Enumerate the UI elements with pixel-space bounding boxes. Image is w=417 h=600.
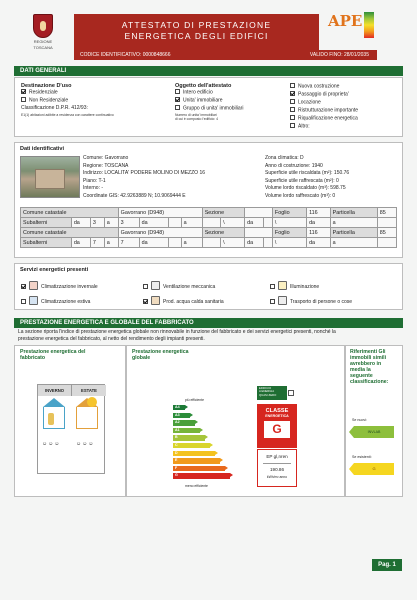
ventilazione-label: Ventilazione meccanica xyxy=(163,284,216,290)
riqualificazione-label: Riqualificazione energetica xyxy=(298,115,358,122)
empty-cell xyxy=(168,238,181,248)
da-label: da xyxy=(307,218,331,228)
house-winter-icon xyxy=(43,407,65,429)
riferimenti-line-1: Riferimenti Gli xyxy=(350,349,386,355)
destinazione-title: Destinazione D'uso xyxy=(21,83,72,89)
sub-to: 3 xyxy=(118,218,139,228)
destinazione-col xyxy=(21,83,114,117)
service-acqua-calda xyxy=(143,296,224,305)
indirizzo-text: Indirizzo: LOCALITA' PODERE MOLINO DI MEZZO 16 xyxy=(83,170,205,176)
inverno-header: INVERNO xyxy=(38,385,72,396)
piu-efficiente-label: più efficiente xyxy=(185,398,204,402)
oggetto-title: Oggetto dell'attestato xyxy=(175,83,232,89)
illuminazione-label: Illuminazione xyxy=(290,284,320,290)
globale-title xyxy=(132,349,189,361)
table-row xyxy=(21,208,397,218)
locazione-checkbox[interactable] xyxy=(290,99,295,104)
comune-catastale-value: Gavorrano (D948) xyxy=(118,228,202,238)
page-number: Pag. 1 xyxy=(372,559,402,571)
energy-class-a1: A1 xyxy=(173,428,200,433)
locazione-label: Locazione xyxy=(298,99,321,106)
sezione-value xyxy=(245,208,273,218)
ape-energy-bar-icon xyxy=(364,12,374,38)
servizi-box xyxy=(14,263,403,310)
house-summer-icon xyxy=(76,407,98,429)
non-residenziale-checkbox[interactable] xyxy=(21,97,26,102)
globale-box xyxy=(126,345,345,497)
clima-estiva-label: Climatizzazione estiva xyxy=(41,299,91,305)
se-esistenti-arrow-tip xyxy=(349,463,354,475)
unita-immobiliare-checkbox[interactable] xyxy=(175,97,180,102)
riferimenti-line-2: immobili simili xyxy=(350,355,387,361)
riqualificazione-checkbox[interactable] xyxy=(290,115,295,120)
code-bar xyxy=(74,50,377,60)
energy-class-e: E xyxy=(173,458,220,463)
classificazione-note: E1(1) abitazioni adibite a residenza con carattere continuativo xyxy=(21,112,114,117)
subalterni-label: Subalterni xyxy=(21,218,72,228)
intero-edificio-label: Intero edificio xyxy=(183,89,213,96)
header xyxy=(14,8,403,58)
energetica-label: ENERGETICA xyxy=(265,414,289,418)
empty-cell xyxy=(264,238,273,248)
empty-cell xyxy=(202,218,220,228)
riferimenti-box xyxy=(345,345,403,497)
code-label: CODICE IDENTIFICATIVO: 0000848666 xyxy=(80,52,171,58)
a-label: a xyxy=(330,218,377,228)
da-label: da xyxy=(245,238,264,248)
fan-icon xyxy=(151,281,160,290)
se-esistenti-label: Se esistenti: xyxy=(352,455,372,459)
se-nuovi-arrow xyxy=(354,426,394,438)
title-line-2: ENERGETICA DEGLI EDIFICI xyxy=(124,31,269,41)
vol-raffr-text: Volume lordo raffrescato (m³): 0 xyxy=(265,192,336,199)
service-ventilazione xyxy=(143,281,215,290)
classe-value: G xyxy=(264,421,290,438)
building-shape-icon xyxy=(35,169,65,189)
region-logo xyxy=(24,14,62,52)
se-esistenti-value: G xyxy=(372,466,376,471)
piano-text: Piano: T-1 xyxy=(83,177,106,184)
comune-catastale-value: Gavorrano (D948) xyxy=(118,208,202,218)
empty-cell xyxy=(264,218,273,228)
energy-class-a4: A4 xyxy=(173,405,185,410)
slash-cell: \ xyxy=(272,218,306,228)
service-illuminazione xyxy=(270,281,319,290)
ape-logo xyxy=(328,12,386,50)
sezione-label: Sezione xyxy=(202,208,244,218)
passaggio-proprieta-label: Passaggio di proprieta' xyxy=(298,91,349,98)
motivazione-col xyxy=(290,83,358,131)
roof-winter-icon xyxy=(43,398,65,407)
table-row xyxy=(21,238,397,248)
sub-from: 7 xyxy=(90,238,104,248)
slash-cell: \ xyxy=(272,238,306,248)
da-label: da xyxy=(71,218,90,228)
residenziale-checkbox[interactable] xyxy=(21,89,26,94)
globale-title-1: Prestazione energetica xyxy=(132,349,189,355)
region-name: REGIONE xyxy=(33,39,53,44)
ristrutturazione-checkbox[interactable] xyxy=(290,107,295,112)
unita-immobiliare-label: Unita' immobiliare xyxy=(183,97,223,104)
nzeb-line-3: QUASI ZERO xyxy=(259,392,277,397)
empty-cell xyxy=(377,218,396,228)
prestazione-intro xyxy=(18,329,400,343)
a-label: a xyxy=(104,218,118,228)
ventilazione-checkbox[interactable] xyxy=(143,284,148,289)
energy-class-d: D xyxy=(173,451,215,456)
da-label: da xyxy=(71,238,90,248)
intro-line-2: prestazione energetica del fabbricato, al netto del rendimento degli impianti presenti. xyxy=(18,336,205,342)
a-label: a xyxy=(181,238,202,248)
illuminazione-checkbox[interactable] xyxy=(270,284,275,289)
gruppo-unita-label: Gruppo di unita' immobiliari xyxy=(183,105,244,112)
dati-generali-box xyxy=(14,77,403,137)
ape-logo-text: APE xyxy=(328,12,363,30)
da-label: da xyxy=(139,238,168,248)
title-bar xyxy=(74,14,319,50)
sezione-label: Sezione xyxy=(202,228,244,238)
globale-title-2: globale xyxy=(132,355,151,361)
fabbricato-title-2: fabbricato xyxy=(20,355,46,361)
se-nuovi-arrow-tip xyxy=(349,426,354,438)
empty-cell xyxy=(202,238,220,248)
coordinate-text: Coordinate GIS: 42.9263889 N; 10.9069444 E xyxy=(83,192,186,199)
foglio-value: 116 xyxy=(307,228,331,238)
servizi-title: Servizi energetici presenti xyxy=(20,267,89,273)
ep-box xyxy=(257,449,297,487)
passaggio-proprieta-checkbox[interactable] xyxy=(290,91,295,96)
se-nuovi-value: INVLAB xyxy=(367,430,381,434)
ep-unit: kWh/m² anno xyxy=(266,475,288,479)
estate-header: ESTATE xyxy=(72,385,106,396)
fabbricato-box xyxy=(14,345,126,497)
clima-invernale-label: Climatizzazione invernale xyxy=(41,284,98,290)
building-photo xyxy=(20,156,80,198)
foglio-label: Foglio xyxy=(272,228,306,238)
valid-label: VALIDO FINO: 28/01/2035 xyxy=(309,52,369,58)
water-tap-icon xyxy=(151,296,160,305)
sup-risc-text: Superficie utile riscaldata (m²): 150.76 xyxy=(265,170,350,176)
subalterni-label: Subalterni xyxy=(21,238,72,248)
altro-label: Altro: xyxy=(298,123,310,130)
nuova-costruzione-label: Nuova costruzione xyxy=(298,83,340,90)
inverno-rating-icons: ☺☺☺ xyxy=(42,441,61,447)
classe-box xyxy=(257,404,297,448)
empty-cell xyxy=(168,218,181,228)
region-crest-icon xyxy=(33,14,53,38)
thermometer-winter-icon xyxy=(48,413,54,425)
dati-generali-head: DATI GENERALI xyxy=(14,66,403,76)
riferimenti-line-4: media la xyxy=(350,367,371,373)
energy-class-a2: A2 xyxy=(173,420,195,425)
service-clima-estiva xyxy=(21,296,90,305)
non-residenziale-label: Non Residenziale xyxy=(29,97,69,104)
da-label: da xyxy=(139,218,168,228)
trasporto-checkbox[interactable] xyxy=(270,299,275,304)
service-clima-invernale xyxy=(21,281,98,290)
riferimenti-title xyxy=(350,349,388,385)
title-line-1: ATTESTATO DI PRESTAZIONE xyxy=(121,20,272,30)
riferimenti-line-3: avrebbero in xyxy=(350,361,382,367)
sup-raffr-text: Superficie utile raffrescata (m²): 0 xyxy=(265,177,339,184)
se-esistenti-arrow xyxy=(354,463,394,475)
table-row xyxy=(21,228,397,238)
energy-class-g: G xyxy=(173,473,230,478)
vol-risc-text: Volume lordo riscaldato (m³): 598.75 xyxy=(265,185,346,191)
ep-value: 190.86 xyxy=(263,463,291,472)
gruppo-unita-checkbox[interactable] xyxy=(175,105,180,110)
anno-text: Anno di costruzione: 1940 xyxy=(265,162,323,169)
service-trasporto xyxy=(270,296,352,305)
table-row xyxy=(21,218,397,228)
energy-class-c: C xyxy=(173,443,210,448)
comune-text: Comune: Gavorrano xyxy=(83,155,129,161)
fabbricato-title xyxy=(20,349,85,361)
acqua-calda-checkbox[interactable] xyxy=(143,299,148,304)
energy-class-a3: A3 xyxy=(173,413,190,418)
slash-cell: \ xyxy=(221,218,245,228)
energy-class-b: B xyxy=(173,435,205,440)
lightbulb-icon xyxy=(278,281,287,290)
seasons-panel xyxy=(37,384,105,474)
particella-value: 85 xyxy=(377,208,396,218)
ep-label: EP gl,nren xyxy=(266,454,288,459)
particella-label: Particella xyxy=(330,228,377,238)
intro-line-1: La sezione riporta l'indice di prestazione energetica globale non rinnovabile in funzione del fabbricato e dei servizi energetici presenti, nonché la xyxy=(18,329,336,335)
se-nuovi-label: Se nuovi: xyxy=(352,418,367,422)
riferimenti-line-5: seguente xyxy=(350,373,373,379)
intero-edificio-checkbox[interactable] xyxy=(175,89,180,94)
foglio-value: 116 xyxy=(307,208,331,218)
foglio-label: Foglio xyxy=(272,208,306,218)
snowflake-icon xyxy=(29,296,38,305)
interno-text: Interno: - xyxy=(83,185,104,191)
empty-cell xyxy=(377,238,396,248)
meno-efficiente-label: meno efficiente xyxy=(185,484,208,488)
catasto-table xyxy=(20,207,397,248)
sezione-value xyxy=(245,228,273,238)
zona-text: Zona climatica: D xyxy=(265,155,304,161)
classificazione: Classificazione D.P.R. 412/93: xyxy=(21,105,88,111)
slash-cell: \ xyxy=(221,238,245,248)
da-label: da xyxy=(307,238,331,248)
altro-checkbox[interactable] xyxy=(290,123,295,128)
nuova-costruzione-checkbox[interactable] xyxy=(290,83,295,88)
radiator-icon xyxy=(29,281,38,290)
sun-icon xyxy=(87,397,97,407)
sub-to: 7 xyxy=(118,238,139,248)
a-label: a xyxy=(104,238,118,248)
sub-from: 3 xyxy=(90,218,104,228)
acqua-calda-label: Prod. acqua calda sanitaria xyxy=(163,299,224,305)
riferimenti-line-6: classificazione: xyxy=(350,379,389,385)
identificativi-left xyxy=(83,155,205,200)
nzeb-line-1: EDIFICIO xyxy=(259,386,272,390)
nzeb-line-2: A ENERGIA xyxy=(259,389,275,394)
clima-estiva-checkbox[interactable] xyxy=(21,299,26,304)
residenziale-label: Residenziale xyxy=(29,89,58,96)
numero-unita-line-1: Numero di unita' immobiliari xyxy=(175,113,217,117)
nzeb-badge xyxy=(257,386,287,400)
da-label: da xyxy=(245,218,264,228)
numero-unita-line-2: di cui è composto l'edificio: 4 xyxy=(175,117,219,122)
elevator-icon xyxy=(278,296,287,305)
ristrutturazione-label: Ristrutturazione importante xyxy=(298,107,359,114)
region-sub: TOSCANA xyxy=(33,45,53,50)
particella-label: Particella xyxy=(330,208,377,218)
classe-label: CLASSE xyxy=(265,408,289,414)
comune-catastale-label: Comune catastale xyxy=(21,208,119,218)
trasporto-label: Trasporto di persone o cose xyxy=(290,299,353,305)
comune-catastale-label: Comune catastale xyxy=(21,228,119,238)
prestazione-head: PRESTAZIONE ENERGETICA E GLOBALE DEL FABBRICATO xyxy=(14,318,403,328)
estate-rating-icons: ☺☺☺ xyxy=(76,441,95,447)
fabbricato-title-1: Prestazione energetica del xyxy=(20,349,86,355)
oggetto-col xyxy=(175,83,243,121)
dati-identificativi-title: Dati identificativi xyxy=(20,146,65,152)
a-label: a xyxy=(330,238,377,248)
regione-text: Regione: TOSCANA xyxy=(83,162,129,169)
nzeb-checkbox[interactable] xyxy=(288,390,294,396)
clima-invernale-checkbox[interactable] xyxy=(21,284,26,289)
a-label: a xyxy=(181,218,202,228)
particella-value: 85 xyxy=(377,228,396,238)
energy-class-f: F xyxy=(173,466,225,471)
identificativi-right xyxy=(265,155,349,200)
